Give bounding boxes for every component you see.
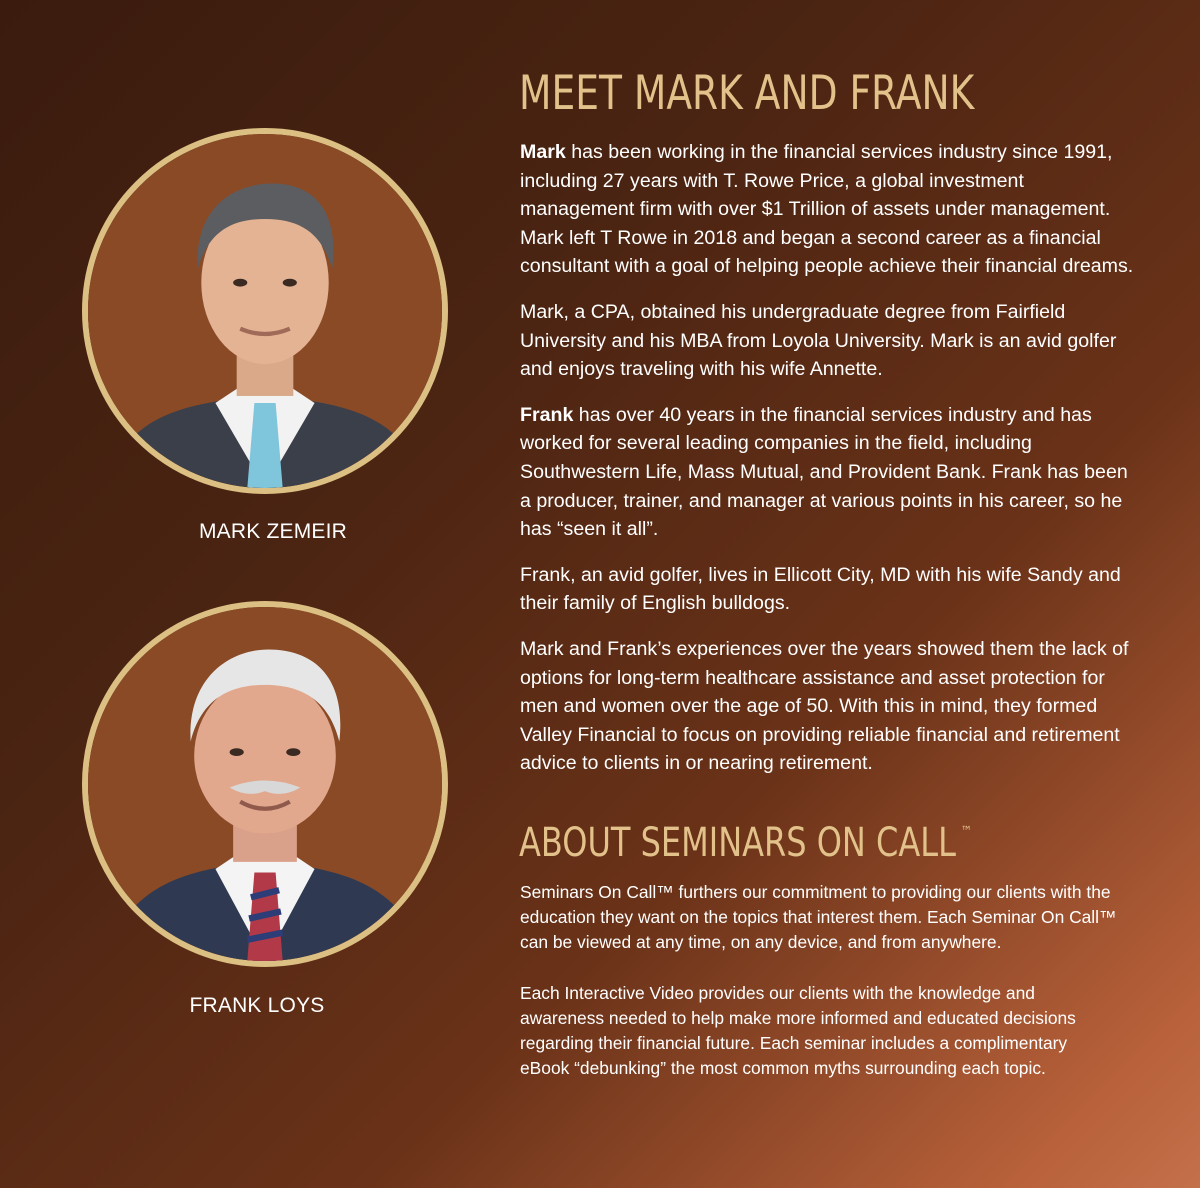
bio-paragraph-1 [520,138,1140,281]
bio-frank-text: has over 40 years in the financial services industry and has worked for several leading companies in the field, including Southwestern Life, Mass Mutual, and Provident Bank. Frank has been a producer, trainer, and manager at various points in his career, so he has “seen it all”. [520,403,1128,541]
name-frank: FRANK LOYS [189,994,325,1017]
heading-meet: MEET MARK AND FRANK [519,66,975,121]
bio-paragraph-3 [520,401,1140,544]
heading-about-text: ABOUT SEMINARS ON CALL [519,820,956,866]
about-paragraph-1: Seminars On Call™ furthers our commitment to providing our clients with the education they want on the topics that interest them. Each Seminar On Call™ can be viewed at any time, on any device, and from anywhere. [520,882,1117,953]
about-section [520,880,1120,1106]
bio-paragraph-2: Mark, a CPA, obtained his undergraduate degree from Fairfield University and his MBA from Loyola University. Mark is an avid golfer and enjoys traveling with his wife Annette. [520,300,1117,381]
portrait-mark [82,128,448,494]
bio-paragraph-5: Mark and Frank’s experiences over the years showed them the lack of options for long-term healthcare assistance and asset protection for men and women over the age of 50. With this in mind, they formed Valley Financial to focus on providing reliable financial and retirement advice to clients in or nearing retirement. [520,637,1129,775]
trademark-symbol: ™ [960,824,972,840]
bio-paragraph-4: Frank, an avid golfer, lives in Ellicott City, MD with his wife Sandy and their family of English bulldogs. [520,563,1121,615]
portrait-frank-photo [88,607,442,961]
bio-section [520,138,1140,795]
bio-mark-lead: Mark [520,141,566,163]
bio-mark-text: has been working in the financial services industry since 1991, including 27 years with T. Rowe Price, a global investment management firm with over $1 Trillion of assets under management. Mark left T Rowe in 2018 and began a second career as a financial consultant with a goal of helping people achieve their financial dreams. [520,141,1134,278]
heading-about [519,820,972,866]
portrait-mark-photo [88,134,442,488]
bio-frank-lead: Frank [520,403,574,426]
name-mark: MARK ZEMEIR [198,520,348,543]
portrait-frank [82,601,448,967]
about-paragraph-2: Each Interactive Video provides our clients with the knowledge and awareness needed to help make more informed and educated decisions regarding their financial future. Each seminar includes a complimentary eBook “debunking” the most common myths surrounding each topic. [520,982,1076,1079]
